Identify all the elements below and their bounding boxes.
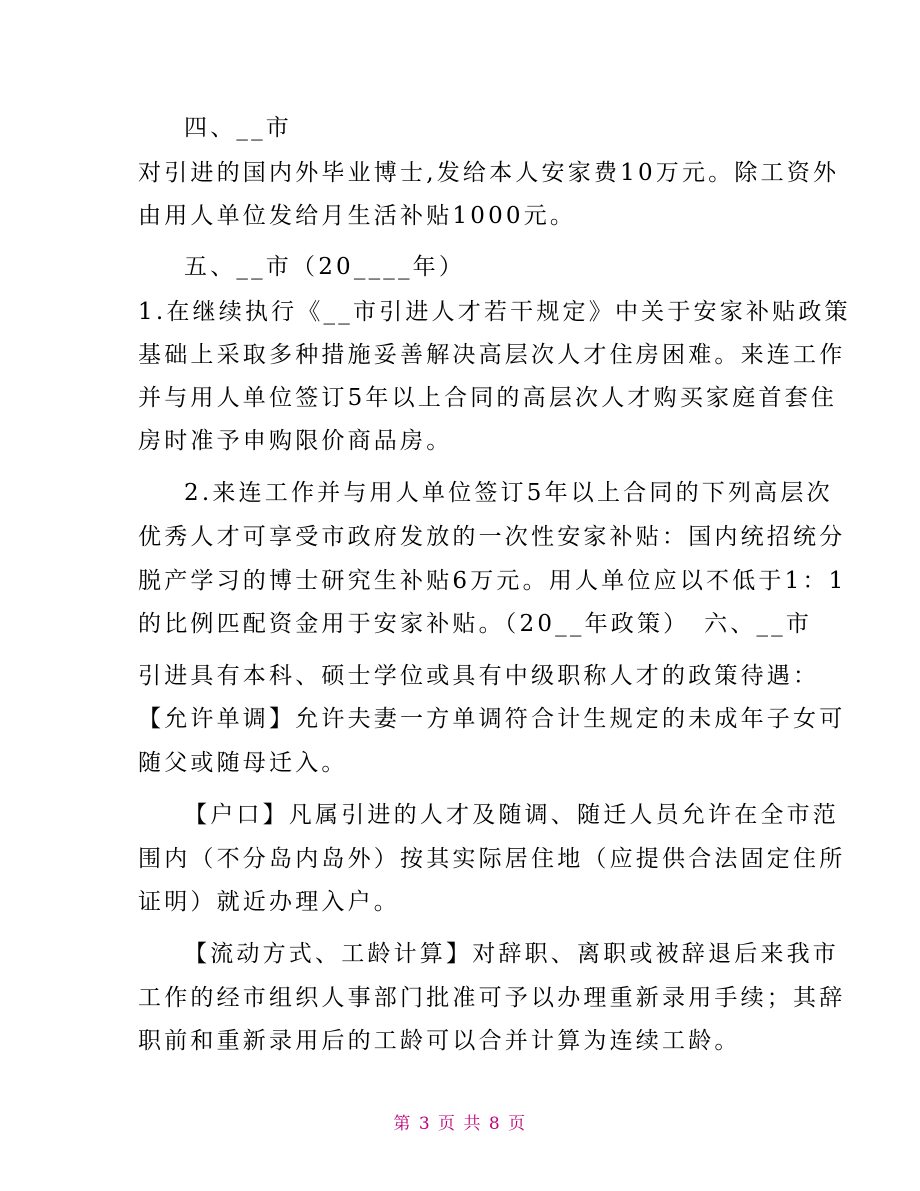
paragraph-line: 1.在继续执行《__市引进人才若干规定》中关于安家补贴政策 (138, 299, 851, 325)
paragraph-line: 引进具有本科、硕士学位或具有中级职称人才的政策待遇： (138, 663, 820, 689)
paragraph-line: 房时准予申购限价商品房。 (138, 428, 453, 454)
section-heading-five: 五、__市（20____年） (184, 254, 466, 280)
paragraph-line: 职前和重新录用后的工龄可以合并计算为连续工龄。 (138, 1028, 741, 1054)
section-heading-four: 四、__市 (184, 115, 292, 141)
paragraph-line: 并与用人单位签订5年以上合同的高层次人才购买家庭首套住 (138, 385, 838, 411)
paragraph-line: 围内（不分岛内岛外）按其实际居住地（应提供合法固定住所 (138, 846, 846, 872)
paragraph-line: 【户口】凡属引进的人才及随调、随迁人员允许在全市范 (184, 802, 839, 828)
page-number-footer: 第 3 页 共 8 页 (393, 1114, 527, 1134)
paragraph-line: 对引进的国内外毕业博士,发给本人安家费10万元。除工资外 (138, 160, 840, 186)
paragraph-line: 证明）就近办理入户。 (138, 889, 400, 915)
paragraph-line: 的比例匹配资金用于安家补贴。（20__年政策） 六、__市 (138, 611, 813, 637)
paragraph-line: 【流动方式、工龄计算】对辞职、离职或被辞退后来我市 (184, 941, 839, 967)
paragraph-line: 随父或随母迁入。 (138, 750, 348, 776)
paragraph-line: 基础上采取多种措施妥善解决高层次人才住房困难。来连工作 (138, 342, 846, 368)
paragraph-line: 脱产学习的博士研究生补贴6万元。用人单位应以不低于1：1 (138, 568, 847, 594)
paragraph-line: 2.来连工作并与用人单位签订5年以上合同的下列高层次 (184, 480, 833, 506)
paragraph-line: 优秀人才可享受市政府发放的一次性安家补贴：国内统招统分 (138, 524, 846, 550)
paragraph-line: 工作的经市组织人事部门批准可予以办理重新录用手续；其辞 (138, 985, 846, 1011)
paragraph-line: 【允许单调】允许夫妻一方单调符合计生规定的未成年子女可 (138, 706, 846, 732)
paragraph-line: 由用人单位发给月生活补贴1000元。 (138, 203, 577, 229)
